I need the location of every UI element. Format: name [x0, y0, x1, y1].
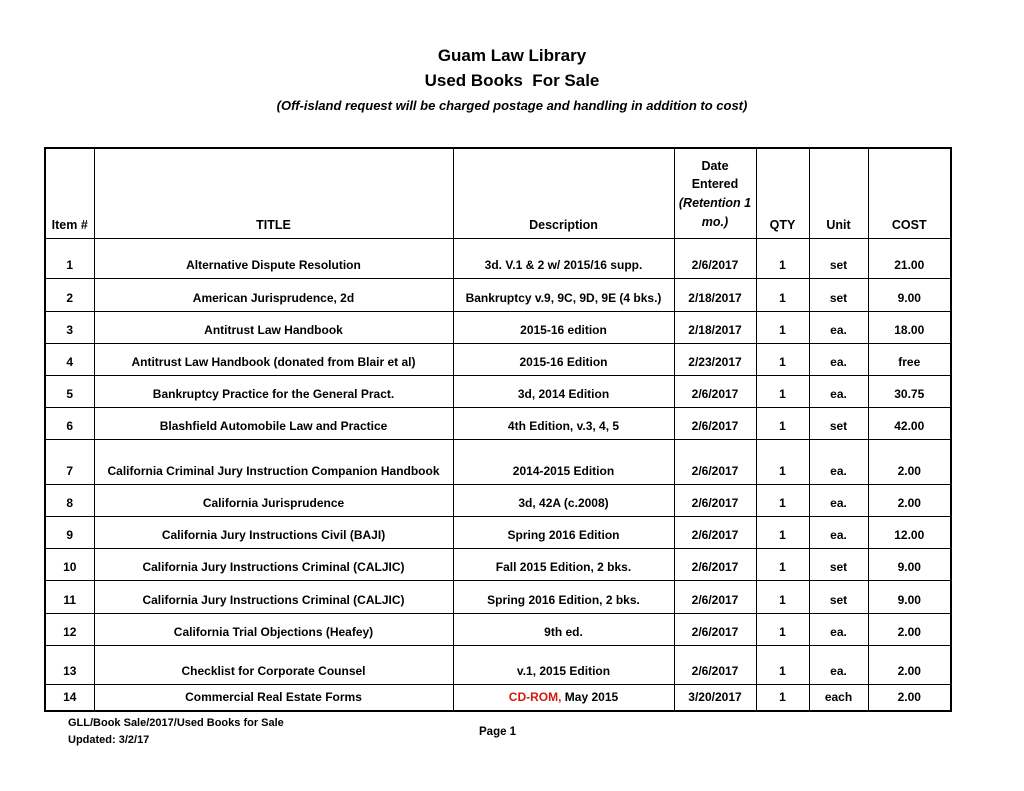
cell-cost: 2.00	[868, 645, 951, 684]
cell-description: 4th Edition, v.3, 4, 5	[453, 407, 674, 439]
cell-item-number: 3	[45, 311, 94, 343]
cell-cost: 2.00	[868, 439, 951, 484]
cell-description: 2015-16 edition	[453, 311, 674, 343]
cell-title: Commercial Real Estate Forms	[94, 684, 453, 711]
cell-qty: 1	[756, 548, 809, 580]
cell-unit: set	[809, 580, 868, 613]
cell-unit: ea.	[809, 343, 868, 375]
cell-title: California Jurisprudence	[94, 484, 453, 516]
cell-qty: 1	[756, 613, 809, 645]
cell-title: American Jurisprudence, 2d	[94, 278, 453, 311]
header-qty: QTY	[756, 148, 809, 238]
cell-date-entered: 2/6/2017	[674, 407, 756, 439]
header-description: Description	[453, 148, 674, 238]
cell-description: v.1, 2015 Edition	[453, 645, 674, 684]
cell-unit: ea.	[809, 516, 868, 548]
cell-description: 9th ed.	[453, 613, 674, 645]
cell-item-number: 4	[45, 343, 94, 375]
footer-reference-block	[68, 715, 284, 748]
cell-date-entered: 2/23/2017	[674, 343, 756, 375]
cell-date-entered: 2/6/2017	[674, 516, 756, 548]
cell-unit: ea.	[809, 484, 868, 516]
header-date-line3: (Retention 1	[678, 196, 752, 210]
cell-qty: 1	[756, 516, 809, 548]
cell-cost: 9.00	[868, 580, 951, 613]
table-row	[45, 580, 951, 613]
table-row	[45, 516, 951, 548]
cell-qty: 1	[756, 343, 809, 375]
cell-date-entered: 2/6/2017	[674, 580, 756, 613]
cell-cost: 30.75	[868, 375, 951, 407]
table-row	[45, 311, 951, 343]
table-row	[45, 407, 951, 439]
postage-note: (Off-island request will be charged postage and handling in addition to cost)	[276, 98, 748, 113]
cell-cost: 21.00	[868, 238, 951, 278]
page-number: Page 1	[479, 726, 517, 738]
cell-date-entered: 2/6/2017	[674, 484, 756, 516]
cell-description: 3d, 42A (c.2008)	[453, 484, 674, 516]
cell-qty: 1	[756, 484, 809, 516]
header-date-line1: Date	[701, 158, 729, 173]
cell-cost: 2.00	[868, 684, 951, 711]
cell-qty: 1	[756, 407, 809, 439]
header-date-entered	[674, 148, 756, 238]
cell-item-number: 6	[45, 407, 94, 439]
table-row	[45, 484, 951, 516]
footer-file-reference: GLL/Book Sale/2017/Used Books for Sale	[68, 717, 284, 729]
cell-title: California Jury Instructions Civil (BAJI)	[94, 516, 453, 548]
cell-cost: 9.00	[868, 548, 951, 580]
cell-item-number: 7	[45, 439, 94, 484]
cell-date-entered: 2/18/2017	[674, 311, 756, 343]
cell-qty: 1	[756, 684, 809, 711]
cell-date-entered: 3/20/2017	[674, 684, 756, 711]
document-heading	[0, 46, 1024, 113]
cell-title: Alternative Dispute Resolution	[94, 238, 453, 278]
cell-item-number: 13	[45, 645, 94, 684]
cell-unit: each	[809, 684, 868, 711]
cell-title: California Jury Instructions Criminal (CALJIC)	[94, 548, 453, 580]
cell-qty: 1	[756, 645, 809, 684]
header-item-number: Item #	[45, 148, 94, 238]
header-title: TITLE	[94, 148, 453, 238]
cell-date-entered: 2/6/2017	[674, 645, 756, 684]
table-row	[45, 278, 951, 311]
cell-description: Spring 2016 Edition, 2 bks.	[453, 580, 674, 613]
cell-date-entered: 2/6/2017	[674, 613, 756, 645]
table-row	[45, 613, 951, 645]
cell-cost: 9.00	[868, 278, 951, 311]
cell-qty: 1	[756, 311, 809, 343]
cell-item-number: 2	[45, 278, 94, 311]
cell-description: Bankruptcy v.9, 9C, 9D, 9E (4 bks.)	[453, 278, 674, 311]
cell-title: California Criminal Jury Instruction Companion Handbook	[94, 439, 453, 484]
cell-description: 3d, 2014 Edition	[453, 375, 674, 407]
footer-updated-date: Updated: 3/2/17	[68, 733, 150, 746]
cell-qty: 1	[756, 375, 809, 407]
cell-title: Checklist for Corporate Counsel	[94, 645, 453, 684]
cell-description: 2014-2015 Edition	[453, 439, 674, 484]
cell-qty: 1	[756, 278, 809, 311]
table-body	[45, 238, 951, 711]
used-books-table	[44, 147, 952, 712]
cell-unit: ea.	[809, 613, 868, 645]
cell-date-entered: 2/6/2017	[674, 238, 756, 278]
cell-title: California Trial Objections (Heafey)	[94, 613, 453, 645]
cell-title: California Jury Instructions Criminal (CALJIC)	[94, 580, 453, 613]
cell-date-entered: 2/18/2017	[674, 278, 756, 311]
cell-item-number: 8	[45, 484, 94, 516]
cell-unit: set	[809, 278, 868, 311]
cell-title: Antitrust Law Handbook	[94, 311, 453, 343]
cell-description: 2015-16 Edition	[453, 343, 674, 375]
cell-date-entered: 2/6/2017	[674, 375, 756, 407]
header-unit: Unit	[809, 148, 868, 238]
cell-title: Bankruptcy Practice for the General Pract.	[94, 375, 453, 407]
cell-unit: ea.	[809, 645, 868, 684]
library-title: Guam Law Library	[437, 46, 587, 65]
cell-unit: ea.	[809, 311, 868, 343]
table-row	[45, 375, 951, 407]
cell-item-number: 12	[45, 613, 94, 645]
cell-description: Fall 2015 Edition, 2 bks.	[453, 548, 674, 580]
table-row	[45, 238, 951, 278]
cell-description: 3d. V.1 & 2 w/ 2015/16 supp.	[453, 238, 674, 278]
table-row	[45, 439, 951, 484]
cell-qty: 1	[756, 238, 809, 278]
cell-unit: ea.	[809, 375, 868, 407]
cd-rom-red-text: CD-ROM,	[508, 690, 562, 704]
cell-cost: 2.00	[868, 613, 951, 645]
table-row	[45, 343, 951, 375]
sale-title: Used Books For Sale	[424, 71, 600, 90]
header-date-line4: mo.)	[701, 214, 729, 229]
table-header	[45, 148, 951, 238]
cell-item-number: 11	[45, 580, 94, 613]
cell-description	[453, 684, 674, 711]
table-row	[45, 548, 951, 580]
cell-unit: set	[809, 548, 868, 580]
cell-title: Blashfield Automobile Law and Practice	[94, 407, 453, 439]
cell-description-rest: May 2015	[561, 690, 619, 704]
cell-date-entered: 2/6/2017	[674, 439, 756, 484]
header-row	[45, 148, 951, 238]
cell-unit: ea.	[809, 439, 868, 484]
header-date-line2: Entered	[691, 177, 739, 192]
cell-item-number: 14	[45, 684, 94, 711]
cell-cost: free	[868, 343, 951, 375]
header-cost: COST	[868, 148, 951, 238]
cell-item-number: 1	[45, 238, 94, 278]
cell-title: Antitrust Law Handbook (donated from Blair et al)	[94, 343, 453, 375]
cell-qty: 1	[756, 439, 809, 484]
cell-unit: set	[809, 407, 868, 439]
table-row	[45, 684, 951, 711]
cell-cost: 12.00	[868, 516, 951, 548]
cell-cost: 18.00	[868, 311, 951, 343]
cell-item-number: 10	[45, 548, 94, 580]
cell-item-number: 5	[45, 375, 94, 407]
cell-cost: 2.00	[868, 484, 951, 516]
cell-description: Spring 2016 Edition	[453, 516, 674, 548]
cell-date-entered: 2/6/2017	[674, 548, 756, 580]
cell-item-number: 9	[45, 516, 94, 548]
cell-qty: 1	[756, 580, 809, 613]
cell-unit: set	[809, 238, 868, 278]
cell-cost: 42.00	[868, 407, 951, 439]
table-row	[45, 645, 951, 684]
